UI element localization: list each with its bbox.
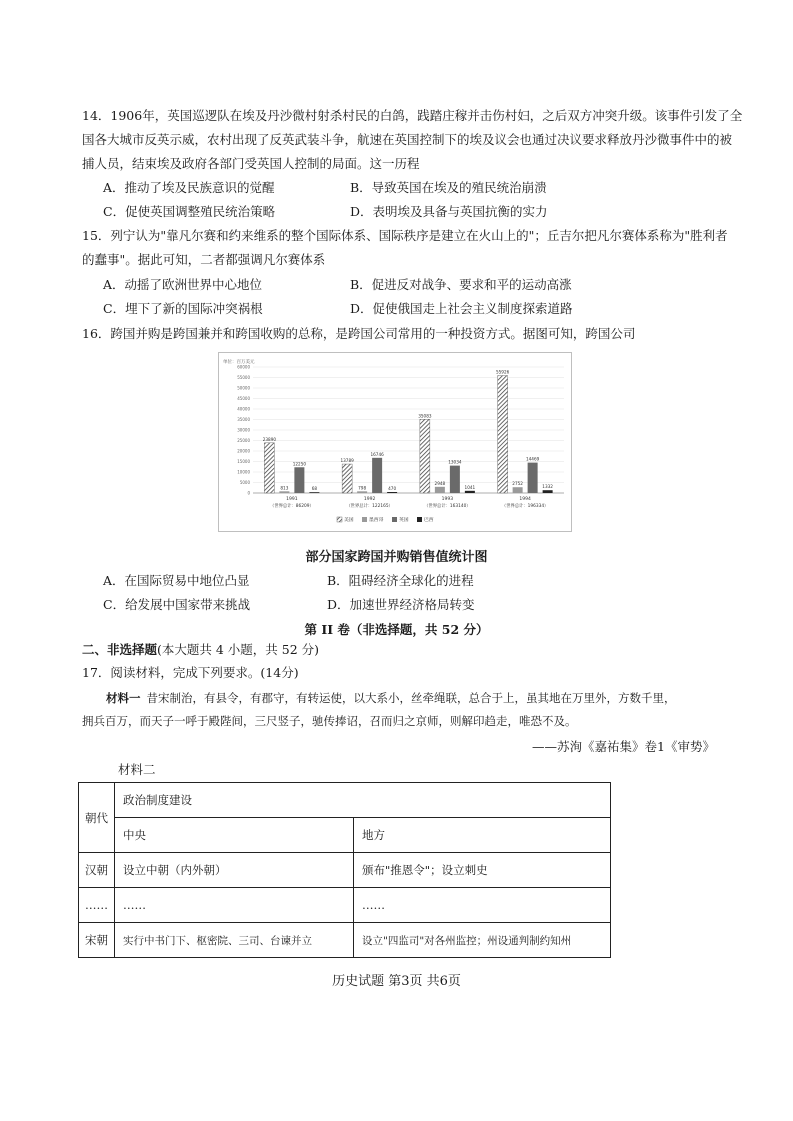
y-tick-label: 20000 bbox=[237, 448, 250, 454]
q15-option-a: A．动摇了欧洲世界中心地位 bbox=[103, 277, 263, 292]
bar-value-label: 68 bbox=[311, 486, 318, 492]
x-tick-total-label: （世界总计：86209） bbox=[270, 504, 314, 509]
row-local: 颁布"推恩令"；设立刺史 bbox=[354, 853, 611, 888]
y-tick-label: 0 bbox=[247, 490, 250, 496]
q16-option-c: C．给发展中国家带来挑战 bbox=[103, 597, 251, 612]
x-tick-label: 1991 bbox=[286, 497, 298, 502]
ma-sales-bar-chart bbox=[218, 352, 572, 532]
y-tick-label: 55000 bbox=[237, 375, 250, 380]
bar-巴西-1994 bbox=[543, 490, 553, 493]
legend-label-墨西哥: 墨西哥 bbox=[369, 518, 384, 523]
q14-line-3: 捕人员，结束埃及政府各部门受英国人控制的局面。这一历程 bbox=[82, 156, 420, 171]
table-row bbox=[79, 888, 611, 923]
political-system-table bbox=[78, 782, 611, 958]
section-2-title-bold: 二、非选择题 bbox=[82, 642, 158, 657]
q16-option-a: A．在国际贸易中地位凸显 bbox=[103, 573, 250, 588]
q14-line-1: 14．1906年，英国巡逻队在埃及丹沙微村射杀村民的白鸽，践踏庄稼并击伤村妇，之后双方冲突升级。该事件引发了全 bbox=[82, 108, 743, 123]
bar-英国-1991 bbox=[294, 467, 304, 493]
material-1-label: 材料一 bbox=[106, 691, 141, 705]
row-local: 设立"四监司"对各州监控；州设通判制约知州 bbox=[354, 923, 611, 958]
material-1-line-1 bbox=[106, 690, 676, 706]
y-tick-label: 30000 bbox=[237, 427, 250, 433]
row-local: …… bbox=[354, 888, 611, 923]
material-1-text-1: 昔宋制治，有县令，有郡守，有转运使，以大系小，丝牵绳联，总合于上，虽其地在万里外，方数千里， bbox=[146, 691, 676, 705]
bar-value-label: 13789 bbox=[340, 458, 354, 464]
bar-value-label: 12250 bbox=[292, 461, 307, 467]
y-tick-label: 40000 bbox=[237, 406, 250, 412]
row-dynasty: 宋朝 bbox=[79, 923, 115, 958]
row-dynasty: …… bbox=[79, 888, 115, 923]
bar-value-label: 2948 bbox=[434, 480, 446, 486]
bar-美国-1991 bbox=[264, 443, 274, 493]
bar-美国-1992 bbox=[342, 464, 352, 493]
y-tick-label: 60000 bbox=[237, 364, 250, 370]
bar-value-label: 55926 bbox=[495, 369, 510, 375]
q15-option-b: B．促进反对战争、要求和平的运动高涨 bbox=[350, 277, 572, 292]
bar-value-label: 2752 bbox=[512, 481, 523, 487]
table-subheader-row bbox=[79, 818, 611, 853]
q14-option-a: A．推动了埃及民族意识的觉醒 bbox=[103, 180, 275, 195]
table-header-row bbox=[79, 783, 611, 818]
legend-swatch-英国 bbox=[392, 517, 397, 522]
bar-巴西-1992 bbox=[387, 492, 397, 493]
bar-value-label: 470 bbox=[388, 486, 397, 492]
q16-option-d: D．加速世界经济格局转变 bbox=[327, 597, 475, 612]
q17-line-1: 17．阅读材料，完成下列要求。(14分) bbox=[82, 665, 299, 680]
row-central: 设立中朝（内外朝） bbox=[115, 853, 354, 888]
legend-label-巴西: 巴西 bbox=[424, 518, 434, 523]
bar-墨西哥-1993 bbox=[435, 487, 445, 493]
table-row bbox=[79, 923, 611, 958]
legend-swatch-美国 bbox=[337, 517, 342, 522]
bar-value-label: 1041 bbox=[464, 484, 476, 490]
legend-label-英国: 英国 bbox=[399, 518, 409, 523]
page-footer: 历史试题 第3页 共6页 bbox=[332, 974, 461, 989]
q14-option-c: C．促使英国调整殖民统治策略 bbox=[103, 204, 276, 219]
material-1-line-2: 拥兵百万，而天子一呼于殿陛间，三尺竖子，驰传捧诏，召而归之京师，则解印趋走，唯恐不及。 bbox=[82, 714, 577, 728]
material-2-label: 材料二 bbox=[118, 762, 156, 777]
bar-墨西哥-1991 bbox=[279, 491, 289, 493]
x-tick-label: 1992 bbox=[363, 497, 376, 502]
legend-label-美国: 美国 bbox=[344, 518, 354, 523]
q15-option-d: D．促使俄国走上社会主义制度探索道路 bbox=[350, 301, 573, 316]
y-tick-label: 15000 bbox=[237, 459, 250, 464]
section-2-heading: 第 II 卷（非选择题，共 52 分） bbox=[304, 622, 489, 637]
row-central: …… bbox=[115, 888, 354, 923]
header-dynasty: 朝代 bbox=[79, 783, 115, 853]
legend-swatch-墨西哥 bbox=[362, 517, 367, 522]
x-tick-total-label: （世界总计：196334） bbox=[501, 504, 549, 509]
section-2-title-rest: (本大题共 4 小题，共 52 分) bbox=[157, 642, 320, 657]
header-system: 政治制度建设 bbox=[115, 783, 611, 818]
bar-value-label: 813 bbox=[280, 485, 289, 491]
x-tick-label: 1993 bbox=[441, 497, 454, 502]
q15-line-1: 15．列宁认为"靠凡尔赛和约来维系的整个国际体系、国际秩序是建立在火山上的"；丘吉尔把凡尔赛体系称为"胜利者 bbox=[82, 228, 728, 243]
bar-value-label: 1332 bbox=[542, 484, 553, 490]
bar-value-label: 35083 bbox=[418, 413, 432, 419]
bar-英国-1994 bbox=[528, 463, 538, 493]
q16-line-1: 16．跨国并购是跨国兼并和跨国收购的总称，是跨国公司常用的一种投资方式。据图可知，跨国公司 bbox=[82, 326, 636, 341]
q14-option-d: D．表明埃及具备与英国抗衡的实力 bbox=[350, 204, 548, 219]
bar-美国-1993 bbox=[420, 419, 430, 493]
y-tick-label: 25000 bbox=[237, 438, 250, 443]
chart-svg bbox=[219, 353, 571, 531]
bar-value-label: 14469 bbox=[525, 456, 540, 462]
chart-caption: 部分国家跨国并购销售值统计图 bbox=[305, 550, 488, 565]
x-tick-total-label: （世界总计：122165） bbox=[346, 504, 393, 509]
bar-英国-1992 bbox=[372, 458, 382, 493]
table-row bbox=[79, 853, 611, 888]
q15-option-c: C．埋下了新的国际冲突祸根 bbox=[103, 301, 263, 316]
bar-英国-1993 bbox=[450, 466, 460, 493]
bar-巴西-1993 bbox=[465, 491, 475, 493]
y-tick-label: 45000 bbox=[237, 396, 250, 401]
q14-line-2: 国各大城市反英示威，农村出现了反英武装斗争，航速在英国控制下的埃及议会也通过决议要求释放丹沙微事件中的被 bbox=[82, 132, 733, 147]
bar-value-label: 13034 bbox=[448, 459, 462, 465]
legend-swatch-巴西 bbox=[417, 517, 422, 522]
header-local: 地方 bbox=[354, 818, 611, 853]
bar-墨西哥-1992 bbox=[357, 491, 367, 493]
x-tick-label: 1994 bbox=[519, 497, 531, 502]
header-central: 中央 bbox=[115, 818, 354, 853]
y-axis-label: 单位：百万美元 bbox=[223, 360, 255, 365]
x-tick-total-label: （世界总计：163140） bbox=[424, 504, 471, 509]
row-dynasty: 汉朝 bbox=[79, 853, 115, 888]
q14-option-b: B．导致英国在埃及的殖民统治崩溃 bbox=[350, 180, 547, 195]
y-tick-label: 50000 bbox=[237, 385, 250, 391]
row-central: 实行中书门下、枢密院、三司、台谏并立 bbox=[115, 923, 354, 958]
q15-line-2: 的蠢事"。据此可知，二者都强调凡尔赛体系 bbox=[82, 252, 326, 267]
bar-美国-1994 bbox=[498, 376, 508, 493]
material-1-source: ——苏洵《嘉祐集》卷1《审势》 bbox=[532, 739, 715, 754]
y-tick-label: 10000 bbox=[237, 469, 250, 475]
y-tick-label: 35000 bbox=[237, 417, 250, 422]
bar-value-label: 798 bbox=[358, 485, 367, 491]
section-2-title bbox=[82, 642, 319, 658]
bar-巴西-1991 bbox=[309, 492, 319, 493]
q16-option-b: B．阻碍经济全球化的进程 bbox=[327, 573, 474, 588]
bar-墨西哥-1994 bbox=[513, 487, 523, 493]
bar-value-label: 16746 bbox=[370, 451, 384, 457]
bar-value-label: 23890 bbox=[262, 436, 277, 442]
y-tick-label: 5000 bbox=[239, 480, 250, 485]
